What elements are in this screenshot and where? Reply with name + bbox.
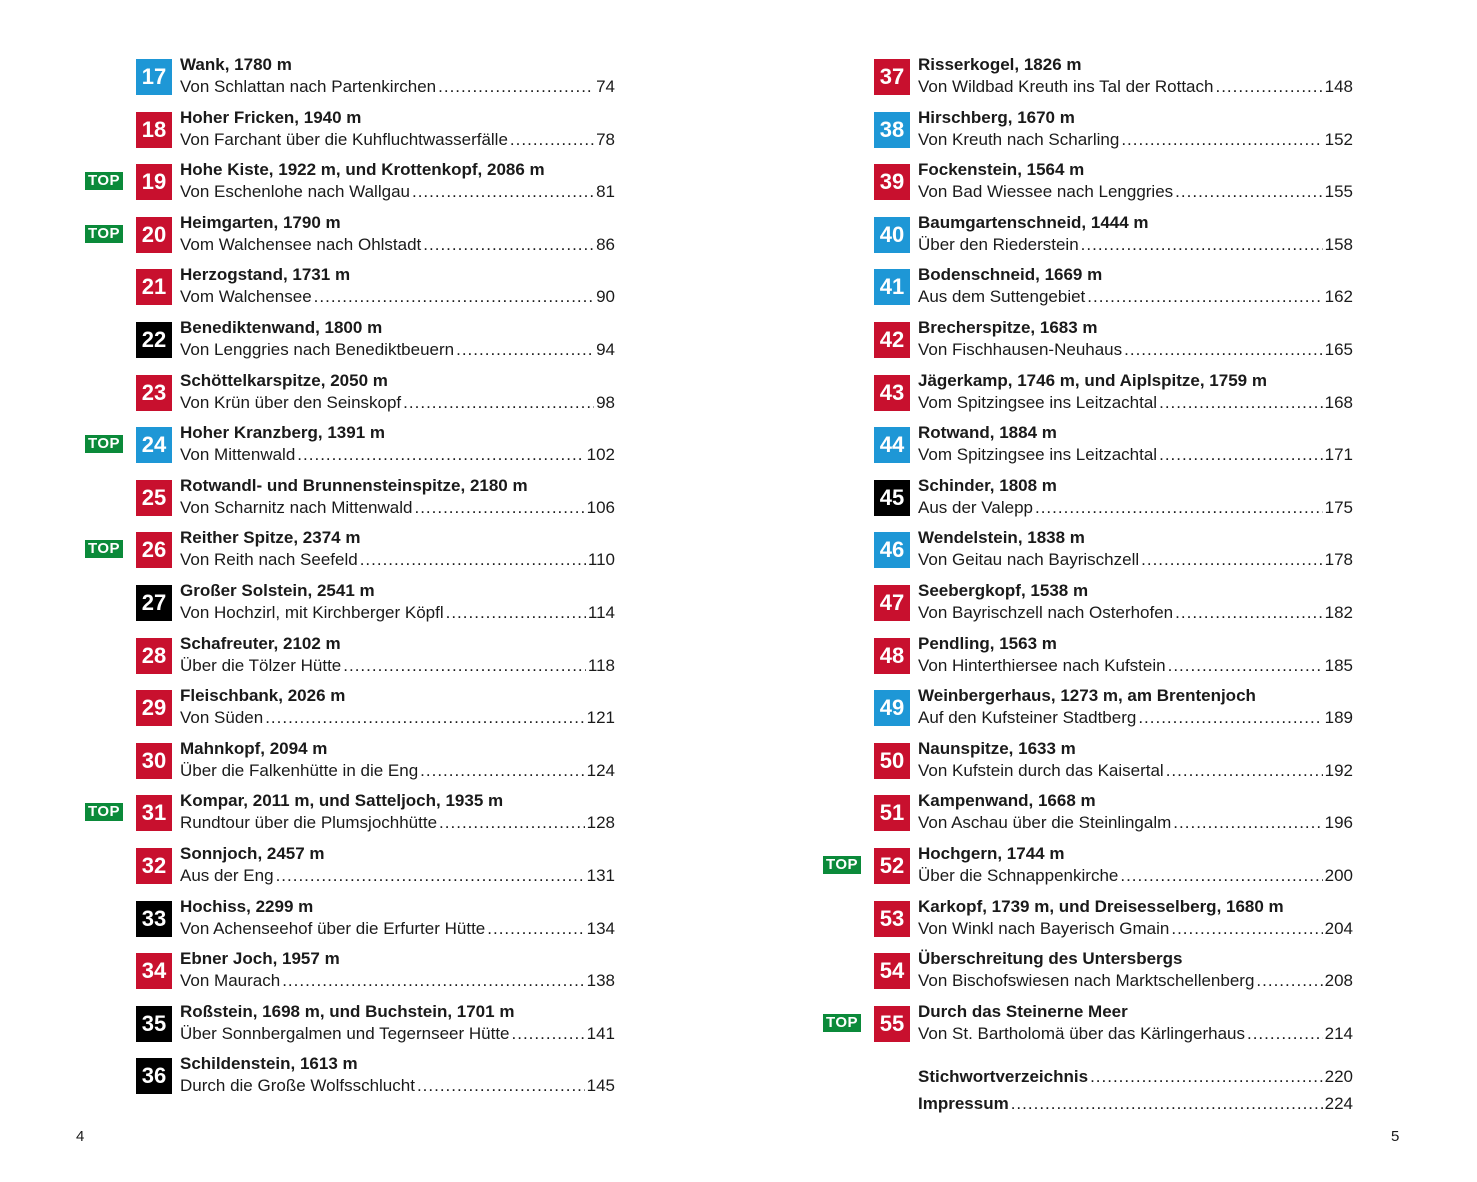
toc-entry[interactable]	[823, 1001, 1353, 1054]
tour-route: Über Sonnbergalmen und Tegernseer Hütte	[180, 1023, 510, 1043]
tour-title: Hochgern, 1744 m	[918, 843, 1065, 863]
tour-route: Von Bad Wiessee nach Lenggries	[918, 182, 1174, 202]
dot-leader	[297, 444, 584, 466]
tour-page: 185	[1324, 655, 1353, 675]
tour-title: Roßstein, 1698 m, und Buchstein, 1701 m	[180, 1001, 515, 1021]
tour-number: 44	[874, 427, 910, 463]
tour-number: 48	[874, 638, 910, 674]
tour-page: 204	[1324, 918, 1353, 938]
tour-number: 21	[136, 269, 172, 305]
tour-title: Ebner Joch, 1957 m	[180, 949, 340, 969]
toc-entry[interactable]	[823, 264, 1353, 317]
tour-page: 78	[596, 129, 615, 149]
dot-leader	[265, 707, 584, 729]
tour-number: 46	[874, 532, 910, 568]
tour-page: 110	[587, 550, 615, 570]
tour-page: 102	[586, 445, 615, 465]
dot-leader	[420, 760, 584, 782]
toc-entry[interactable]	[823, 527, 1353, 580]
toc-right-column	[823, 54, 1353, 1053]
tour-number: 27	[136, 585, 172, 621]
tour-route: Vom Spitzingsee ins Leitzachtal	[918, 445, 1158, 465]
tour-route: Von Geitau nach Bayrischzell	[918, 550, 1140, 570]
tour-number: 32	[136, 848, 172, 884]
tour-route: Auf den Kufsteiner Stadtberg	[918, 708, 1137, 728]
toc-entry[interactable]	[85, 790, 615, 843]
tour-title: Durch das Steinerne Meer	[918, 1001, 1128, 1021]
tour-page: 162	[1324, 287, 1353, 307]
tour-page: 208	[1324, 971, 1353, 991]
tour-title: Reither Spitze, 2374 m	[180, 528, 361, 548]
tour-page: 165	[1324, 339, 1353, 359]
dot-leader	[1247, 1023, 1323, 1045]
tour-number: 26	[136, 532, 172, 568]
toc-entry[interactable]	[85, 317, 615, 370]
tour-title: Karkopf, 1739 m, und Dreisesselberg, 1680 m	[918, 896, 1284, 916]
toc-entry[interactable]	[823, 633, 1353, 686]
tour-page: 138	[586, 971, 615, 991]
tour-number: 45	[874, 480, 910, 516]
tour-number: 31	[136, 795, 172, 831]
tour-title: Hoher Fricken, 1940 m	[180, 107, 362, 127]
toc-entry[interactable]	[823, 317, 1353, 370]
tour-number: 22	[136, 322, 172, 358]
toc-entry[interactable]	[85, 475, 615, 528]
tour-page: 118	[587, 655, 615, 675]
tour-number: 35	[136, 1006, 172, 1042]
tour-number: 37	[874, 59, 910, 95]
tour-number: 39	[874, 164, 910, 200]
toc-entry[interactable]	[85, 212, 615, 265]
dot-leader	[1215, 76, 1322, 98]
toc-entry[interactable]	[823, 475, 1353, 528]
top-badge: TOP	[823, 856, 861, 874]
tour-page: 200	[1324, 865, 1353, 885]
tour-route: Aus dem Suttengebiet	[918, 287, 1086, 307]
tour-number: 36	[136, 1058, 172, 1094]
top-badge: TOP	[85, 172, 123, 190]
tour-route: Von Hinterthiersee nach Kufstein	[918, 655, 1166, 675]
tour-number: 25	[136, 480, 172, 516]
top-badge: TOP	[85, 803, 123, 821]
tour-title: Brecherspitze, 1683 m	[918, 317, 1098, 337]
dot-leader	[439, 812, 585, 834]
tour-route: Von Lenggries nach Benediktbeuern	[180, 339, 455, 359]
tour-route: Von Süden	[180, 708, 264, 728]
dot-leader	[487, 918, 584, 940]
toc-entry[interactable]	[85, 422, 615, 475]
tour-number: 52	[874, 848, 910, 884]
dot-leader	[343, 655, 586, 677]
toc-entry[interactable]	[85, 896, 615, 949]
tour-route: Von Wildbad Kreuth ins Tal der Rottach	[918, 77, 1214, 96]
page-number-right: 5	[1391, 1128, 1400, 1145]
tour-title: Baumgartenschneid, 1444 m	[918, 212, 1149, 232]
toc-entry[interactable]	[823, 107, 1353, 160]
tour-route: Aus der Valepp	[918, 497, 1033, 517]
toc-entry[interactable]	[823, 370, 1353, 423]
dot-leader	[1087, 286, 1322, 308]
imprint-entry[interactable]	[918, 1093, 1353, 1115]
tour-route: Von Maurach	[180, 971, 281, 991]
tour-number: 29	[136, 690, 172, 726]
tour-page: 192	[1324, 760, 1353, 780]
dot-leader	[512, 1023, 585, 1045]
dot-leader	[282, 970, 584, 992]
tour-page: 90	[596, 287, 615, 307]
toc-entry[interactable]	[85, 264, 615, 317]
tour-number: 33	[136, 901, 172, 937]
dot-leader	[1171, 918, 1322, 940]
tour-title: Schafreuter, 2102 m	[180, 633, 341, 653]
tour-number: 43	[874, 375, 910, 411]
tour-number: 28	[136, 638, 172, 674]
tour-route: Über die Falkenhütte in die Eng	[180, 760, 419, 780]
tour-title: Risserkogel, 1826 m	[918, 55, 1082, 74]
page-number-left: 4	[76, 1128, 85, 1145]
tour-title: Sonnjoch, 2457 m	[180, 843, 325, 863]
toc-entry[interactable]	[85, 685, 615, 738]
dot-leader	[1081, 234, 1323, 256]
toc-entry[interactable]	[85, 159, 615, 212]
tour-page: 134	[586, 918, 615, 938]
tour-title: Schöttelkarspitze, 2050 m	[180, 370, 388, 390]
dot-leader	[446, 602, 586, 624]
dot-leader	[414, 497, 584, 519]
tour-route: Vom Walchensee	[180, 287, 312, 307]
tour-route: Von Kufstein durch das Kaisertal	[918, 760, 1164, 780]
tour-title: Wank, 1780 m	[180, 55, 292, 74]
dot-leader	[403, 392, 594, 414]
index-label: Stichwortverzeichnis	[918, 1067, 1089, 1086]
toc-entry[interactable]	[85, 370, 615, 423]
tour-number: 40	[874, 217, 910, 253]
tour-number: 53	[874, 901, 910, 937]
tour-title: Rotwandl- und Brunnensteinspitze, 2180 m	[180, 475, 528, 495]
toc-entry[interactable]	[85, 843, 615, 896]
tour-title: Herzogstand, 1731 m	[180, 265, 351, 285]
imprint-page: 224	[1324, 1094, 1353, 1113]
tour-page: 131	[586, 865, 615, 885]
tour-route: Von Aschau über die Steinlingalm	[918, 813, 1172, 833]
toc-entry[interactable]	[823, 790, 1353, 843]
tour-number: 17	[136, 59, 172, 95]
tour-title: Kampenwand, 1668 m	[918, 791, 1096, 811]
tour-page: 114	[587, 602, 615, 622]
top-badge: TOP	[85, 435, 123, 453]
tour-title: Großer Solstein, 2541 m	[180, 580, 375, 600]
top-badge: TOP	[823, 1014, 861, 1032]
tour-number: 34	[136, 953, 172, 989]
tour-page: 168	[1324, 392, 1353, 412]
toc-entry[interactable]	[823, 212, 1353, 265]
toc-entry[interactable]	[85, 948, 615, 1001]
tour-route: Von Bischofswiesen nach Marktschellenberg	[918, 971, 1255, 991]
dot-leader	[423, 234, 594, 256]
tour-page: 178	[1324, 550, 1353, 570]
tour-page: 148	[1324, 77, 1353, 96]
tour-page: 175	[1324, 497, 1353, 517]
tour-number: 49	[874, 690, 910, 726]
tour-title: Heimgarten, 1790 m	[180, 212, 341, 232]
dot-leader	[1166, 760, 1323, 782]
toc-entry[interactable]	[823, 159, 1353, 212]
dot-leader	[412, 181, 594, 203]
tour-page: 81	[596, 182, 615, 202]
toc-entry[interactable]	[85, 107, 615, 160]
dot-leader	[1138, 707, 1322, 729]
toc-entry[interactable]	[823, 580, 1353, 633]
tour-number: 51	[874, 795, 910, 831]
tour-title: Fockenstein, 1564 m	[918, 160, 1085, 180]
index-entry[interactable]	[918, 1066, 1353, 1088]
tour-route: Von Hochzirl, mit Kirchberger Köpfl	[180, 602, 444, 622]
tour-title: Bodenschneid, 1669 m	[918, 265, 1103, 285]
tour-page: 74	[596, 77, 615, 96]
dot-leader	[314, 286, 594, 308]
tour-route: Von Scharnitz nach Mittenwald	[180, 497, 413, 517]
tour-title: Naunspitze, 1633 m	[918, 738, 1076, 758]
dot-leader	[1159, 444, 1323, 466]
tour-route: Von Reith nach Seefeld	[180, 550, 358, 570]
dot-leader	[1090, 1066, 1323, 1088]
dot-leader	[1124, 339, 1322, 361]
tour-page: 189	[1324, 708, 1353, 728]
tour-route: Vom Spitzingsee ins Leitzachtal	[918, 392, 1158, 412]
toc-entry[interactable]	[823, 685, 1353, 738]
tour-route: Rundtour über die Plumsjochhütte	[180, 813, 438, 833]
tour-page: 94	[596, 339, 615, 359]
tour-route: Von Kreuth nach Scharling	[918, 129, 1120, 149]
tour-number: 20	[136, 217, 172, 253]
tour-route: Von Bayrischzell nach Osterhofen	[918, 602, 1174, 622]
tour-page: 121	[586, 708, 615, 728]
toc-entry[interactable]	[85, 633, 615, 686]
toc-entry[interactable]	[85, 54, 615, 107]
tour-title: Hoher Kranzberg, 1391 m	[180, 423, 386, 443]
tour-title: Mahnkopf, 2094 m	[180, 738, 328, 758]
tour-page: 86	[596, 234, 615, 254]
tour-page: 124	[586, 760, 615, 780]
tour-page: 182	[1324, 602, 1353, 622]
tour-route: Von Krün über den Seinskopf	[180, 392, 402, 412]
toc-entry[interactable]	[85, 1053, 615, 1106]
toc-left-column	[85, 54, 615, 1106]
index-page: 220	[1324, 1067, 1353, 1086]
toc-entry[interactable]	[823, 54, 1353, 107]
toc-entry[interactable]	[85, 580, 615, 633]
toc-entry[interactable]	[85, 1001, 615, 1054]
dot-leader	[1141, 549, 1323, 571]
dot-leader	[1168, 655, 1323, 677]
tour-route: Aus der Eng	[180, 865, 274, 885]
dot-leader	[1175, 602, 1322, 624]
tour-route: Vom Walchensee nach Ohlstadt	[180, 234, 422, 254]
tour-title: Weinbergerhaus, 1273 m, am Brentenjoch	[918, 686, 1256, 706]
tour-page: 158	[1324, 234, 1353, 254]
tour-page: 106	[586, 497, 615, 517]
dot-leader	[360, 549, 586, 571]
tour-page: 196	[1324, 813, 1353, 833]
dot-leader	[1175, 181, 1322, 203]
dot-leader	[510, 129, 594, 151]
tour-number: 24	[136, 427, 172, 463]
tour-route: Von Fischhausen-Neuhaus	[918, 339, 1123, 359]
tour-number: 41	[874, 269, 910, 305]
tour-title: Benediktenwand, 1800 m	[180, 317, 383, 337]
tour-route: Durch die Große Wolfsschlucht	[180, 1076, 415, 1096]
toc-entry[interactable]	[85, 738, 615, 791]
toc-entry[interactable]	[823, 843, 1353, 896]
toc-entry[interactable]	[823, 422, 1353, 475]
tour-page: 214	[1324, 1023, 1353, 1043]
tour-route: Von Schlattan nach Partenkirchen	[180, 77, 437, 96]
tour-page: 145	[586, 1076, 615, 1096]
tour-route: Von St. Bartholomä über das Kärlingerhaus	[918, 1023, 1245, 1043]
dot-leader	[1120, 865, 1322, 887]
tour-route: Von Eschenlohe nach Wallgau	[180, 182, 410, 202]
tour-title: Jägerkamp, 1746 m, und Aiplspitze, 1759 m	[918, 370, 1267, 390]
dot-leader	[1035, 497, 1323, 519]
tour-title: Hohe Kiste, 1922 m, und Krottenkopf, 2086 m	[180, 160, 545, 180]
tour-title: Überschreitung des Untersbergs	[918, 949, 1183, 969]
tour-title: Schinder, 1808 m	[918, 475, 1057, 495]
tour-title: Pendling, 1563 m	[918, 633, 1057, 653]
top-badge: TOP	[85, 540, 123, 558]
tour-page: 171	[1324, 445, 1353, 465]
tour-route: Von Farchant über die Kuhfluchtwasserfälle	[180, 129, 508, 149]
tour-number: 47	[874, 585, 910, 621]
dot-leader	[1121, 129, 1322, 151]
tour-page: 155	[1324, 182, 1353, 202]
tour-number: 38	[874, 112, 910, 148]
dot-leader	[456, 339, 594, 361]
tour-number: 42	[874, 322, 910, 358]
dot-leader	[1159, 392, 1323, 414]
dot-leader	[438, 76, 594, 98]
dot-leader	[276, 865, 585, 887]
tour-title: Hochiss, 2299 m	[180, 896, 314, 916]
tour-number: 55	[874, 1006, 910, 1042]
tour-title: Hirschberg, 1670 m	[918, 107, 1075, 127]
imprint-label: Impressum	[918, 1094, 1009, 1113]
tour-number: 19	[136, 164, 172, 200]
top-badge: TOP	[85, 225, 123, 243]
tour-number: 50	[874, 743, 910, 779]
tour-route: Von Mittenwald	[180, 445, 296, 465]
tour-number: 23	[136, 375, 172, 411]
tour-route: Von Achenseehof über die Erfurter Hütte	[180, 918, 486, 938]
tour-page: 98	[596, 392, 615, 412]
toc-entry[interactable]	[823, 896, 1353, 949]
dot-leader	[1173, 812, 1322, 834]
toc-entry[interactable]	[823, 948, 1353, 1001]
tour-title: Wendelstein, 1838 m	[918, 528, 1085, 548]
tour-route: Über die Schnappenkirche	[918, 865, 1119, 885]
tour-page: 152	[1324, 129, 1353, 149]
tour-page: 128	[586, 813, 615, 833]
tour-page: 141	[586, 1023, 615, 1043]
tour-title: Rotwand, 1884 m	[918, 423, 1057, 443]
tour-title: Schildenstein, 1613 m	[180, 1054, 358, 1074]
toc-entry[interactable]	[85, 527, 615, 580]
dot-leader	[417, 1075, 585, 1097]
tour-route: Von Winkl nach Bayerisch Gmain	[918, 918, 1170, 938]
tour-number: 18	[136, 112, 172, 148]
tour-title: Kompar, 2011 m, und Satteljoch, 1935 m	[180, 791, 504, 811]
tour-route: Über den Riederstein	[918, 234, 1079, 254]
tour-title: Seebergkopf, 1538 m	[918, 580, 1089, 600]
dot-leader	[1011, 1093, 1323, 1115]
tour-title: Fleischbank, 2026 m	[180, 686, 346, 706]
tour-route: Über die Tölzer Hütte	[180, 655, 342, 675]
toc-entry[interactable]	[823, 738, 1353, 791]
tour-number: 30	[136, 743, 172, 779]
dot-leader	[1256, 970, 1322, 992]
tour-number: 54	[874, 953, 910, 989]
